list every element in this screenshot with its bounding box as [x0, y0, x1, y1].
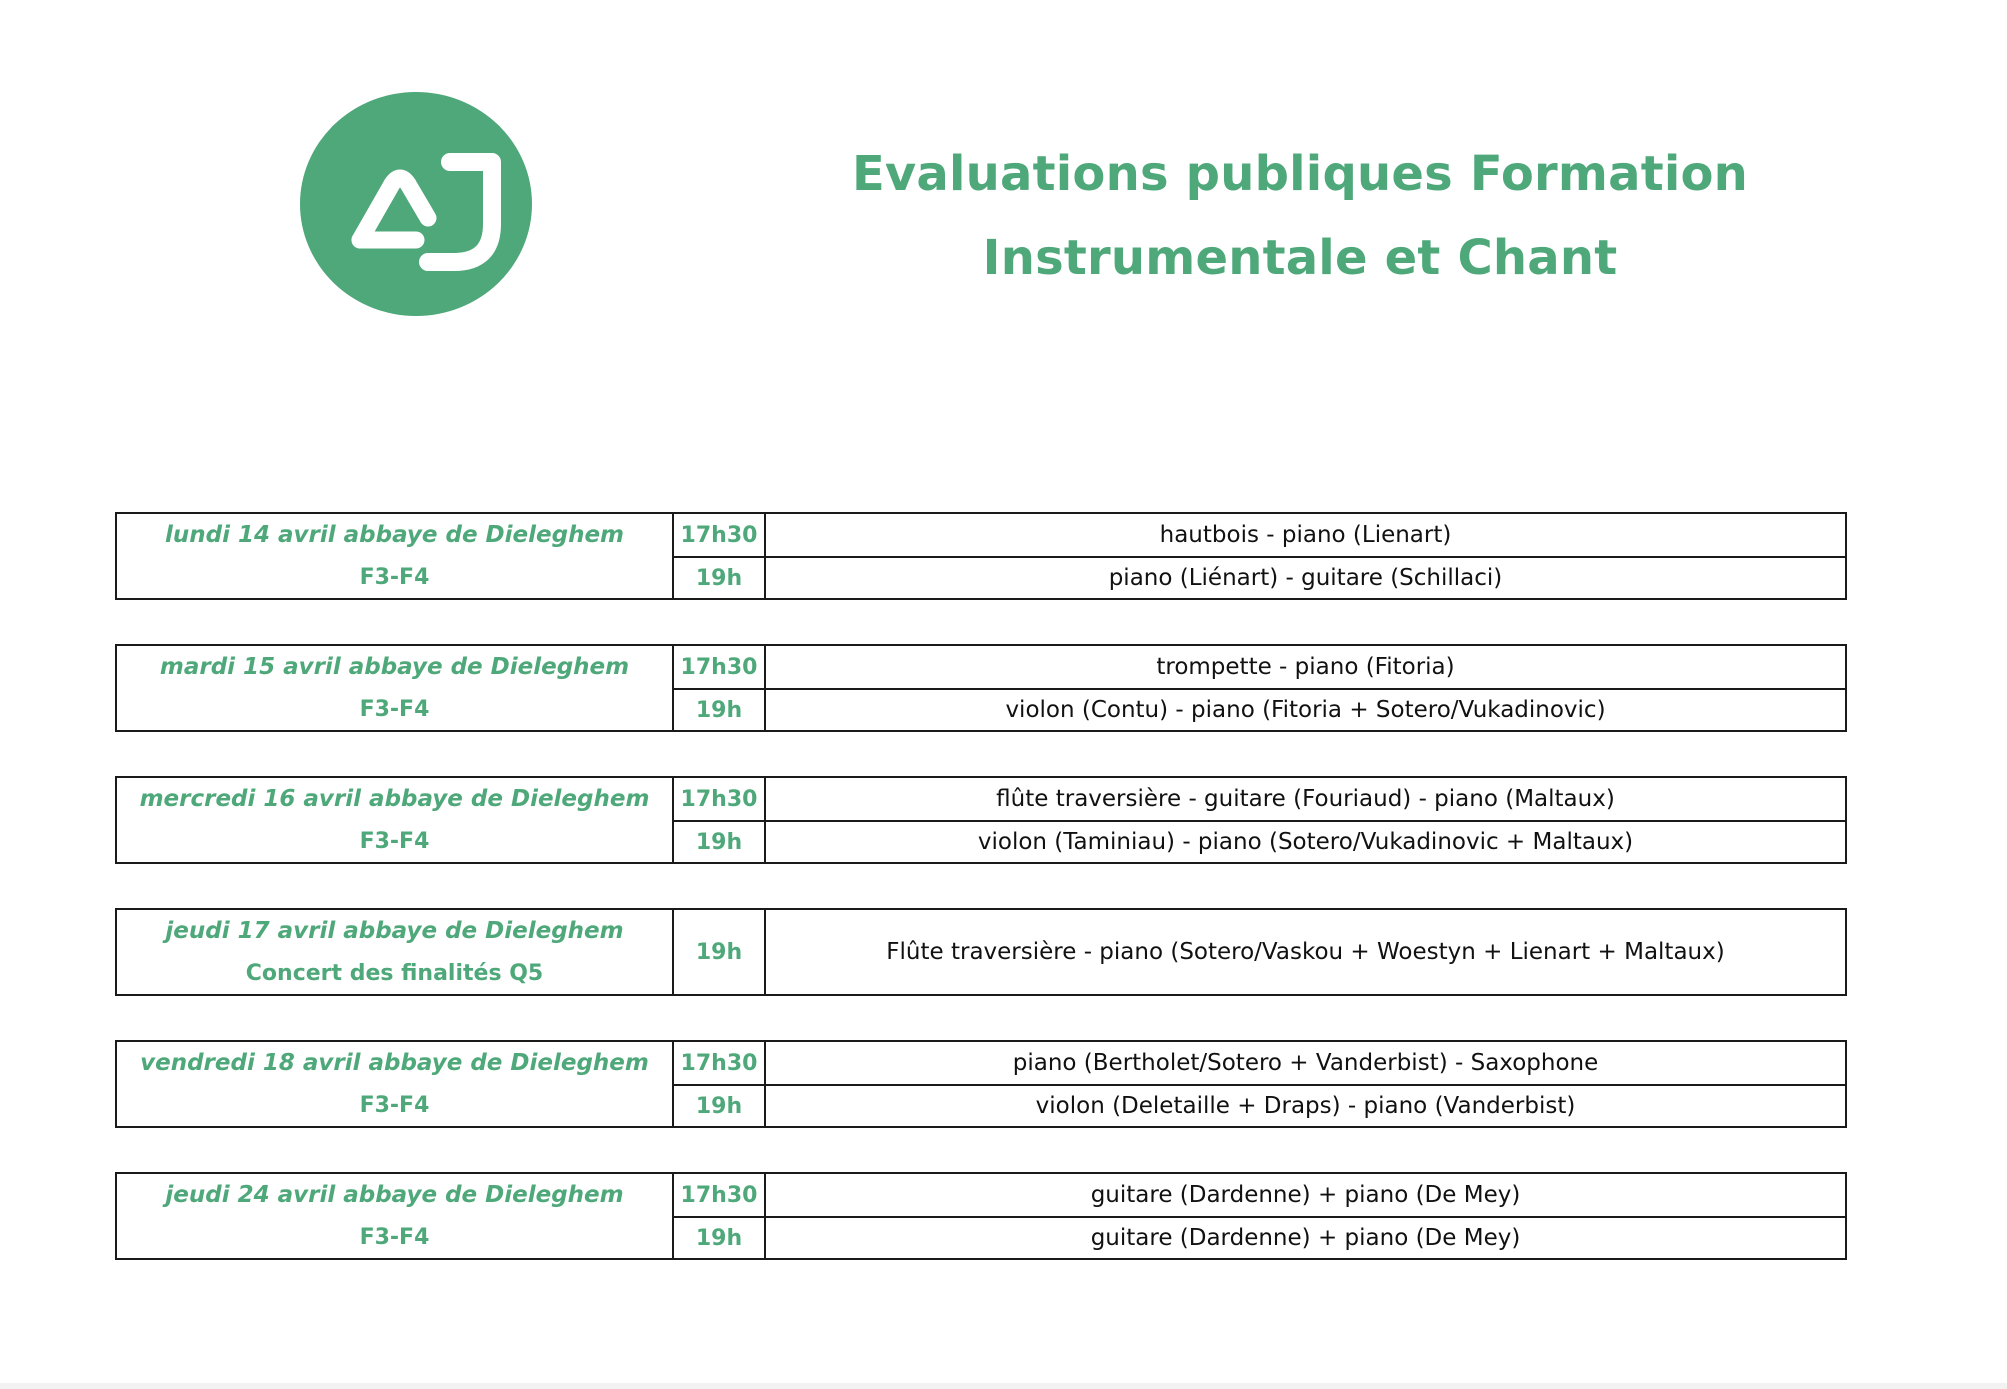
description-cell: piano (Liénart) - guitare (Schillaci): [766, 556, 1845, 598]
venue-cell: [117, 514, 674, 598]
description-cell: violon (Taminiau) - piano (Sotero/Vukadinovic + Maltaux): [766, 820, 1845, 862]
description-cell: guitare (Dardenne) + piano (De Mey): [766, 1216, 1845, 1258]
level-label: F3-F4: [359, 696, 430, 722]
venue-cell: [117, 910, 674, 994]
description-cell: trompette - piano (Fitoria): [1156, 654, 1455, 680]
time-cell: 19h: [674, 910, 766, 994]
level-label: F3-F4: [359, 1092, 430, 1118]
date-venue: vendredi 18 avril abbaye de Dieleghem: [140, 1050, 649, 1076]
time-cell: 17h30: [674, 1174, 766, 1216]
date-venue: mercredi 16 avril abbaye de Dieleghem: [139, 786, 650, 812]
title-line-2: Instrumentale et Chant: [982, 230, 1618, 286]
schedule-block: [115, 908, 1847, 996]
venue-cell: [117, 1042, 674, 1126]
time-cell: 19h: [674, 820, 766, 862]
time-cell: 17h30: [674, 778, 766, 820]
page-bottom-edge: [0, 1383, 2007, 1389]
description-cell: hautbois - piano (Lienart): [1159, 522, 1452, 548]
description-cell: guitare (Dardenne) + piano (De Mey): [1090, 1182, 1521, 1208]
schedule-block: [115, 1040, 1847, 1128]
description-cell: violon (Contu) - piano (Fitoria + Sotero/Vukadinovic): [766, 688, 1845, 730]
venue-cell: [117, 778, 674, 862]
page-title: [825, 132, 1775, 300]
date-venue: jeudi 24 avril abbaye de Dieleghem: [165, 1182, 624, 1208]
venue-cell: [117, 646, 674, 730]
level-label: F3-F4: [359, 564, 430, 590]
level-label: Concert des finalités Q5: [245, 960, 544, 986]
time-cell: 19h: [674, 1084, 766, 1126]
description-cell: piano (Bertholet/Sotero + Vanderbist) - Saxophone: [1012, 1050, 1599, 1076]
date-venue: jeudi 17 avril abbaye de Dieleghem: [165, 918, 624, 944]
date-venue: lundi 14 avril abbaye de Dieleghem: [164, 522, 625, 548]
schedule-block: [115, 644, 1847, 732]
description-cell: violon (Deletaille + Draps) - piano (Vanderbist): [766, 1084, 1845, 1126]
time-cell: 17h30: [674, 1042, 766, 1084]
date-venue: mardi 15 avril abbaye de Dieleghem: [159, 654, 630, 680]
aj-logo-icon: [300, 92, 532, 316]
time-cell: 19h: [674, 1216, 766, 1258]
venue-cell: [117, 1174, 674, 1258]
schedule-block: [115, 512, 1847, 600]
schedule-block: [115, 776, 1847, 864]
time-cell: 17h30: [674, 514, 766, 556]
title-line-1: Evaluations publiques Formation: [851, 146, 1749, 202]
level-label: F3-F4: [359, 1224, 430, 1250]
level-label: F3-F4: [359, 828, 430, 854]
schedule-block: [115, 1172, 1847, 1260]
description-cell: flûte traversière - guitare (Fouriaud) - piano (Maltaux): [996, 786, 1615, 812]
time-cell: 17h30: [674, 646, 766, 688]
time-cell: 19h: [674, 688, 766, 730]
description-cell: Flûte traversière - piano (Sotero/Vaskou + Woestyn + Lienart + Maltaux): [886, 939, 1725, 965]
time-cell: 19h: [674, 556, 766, 598]
